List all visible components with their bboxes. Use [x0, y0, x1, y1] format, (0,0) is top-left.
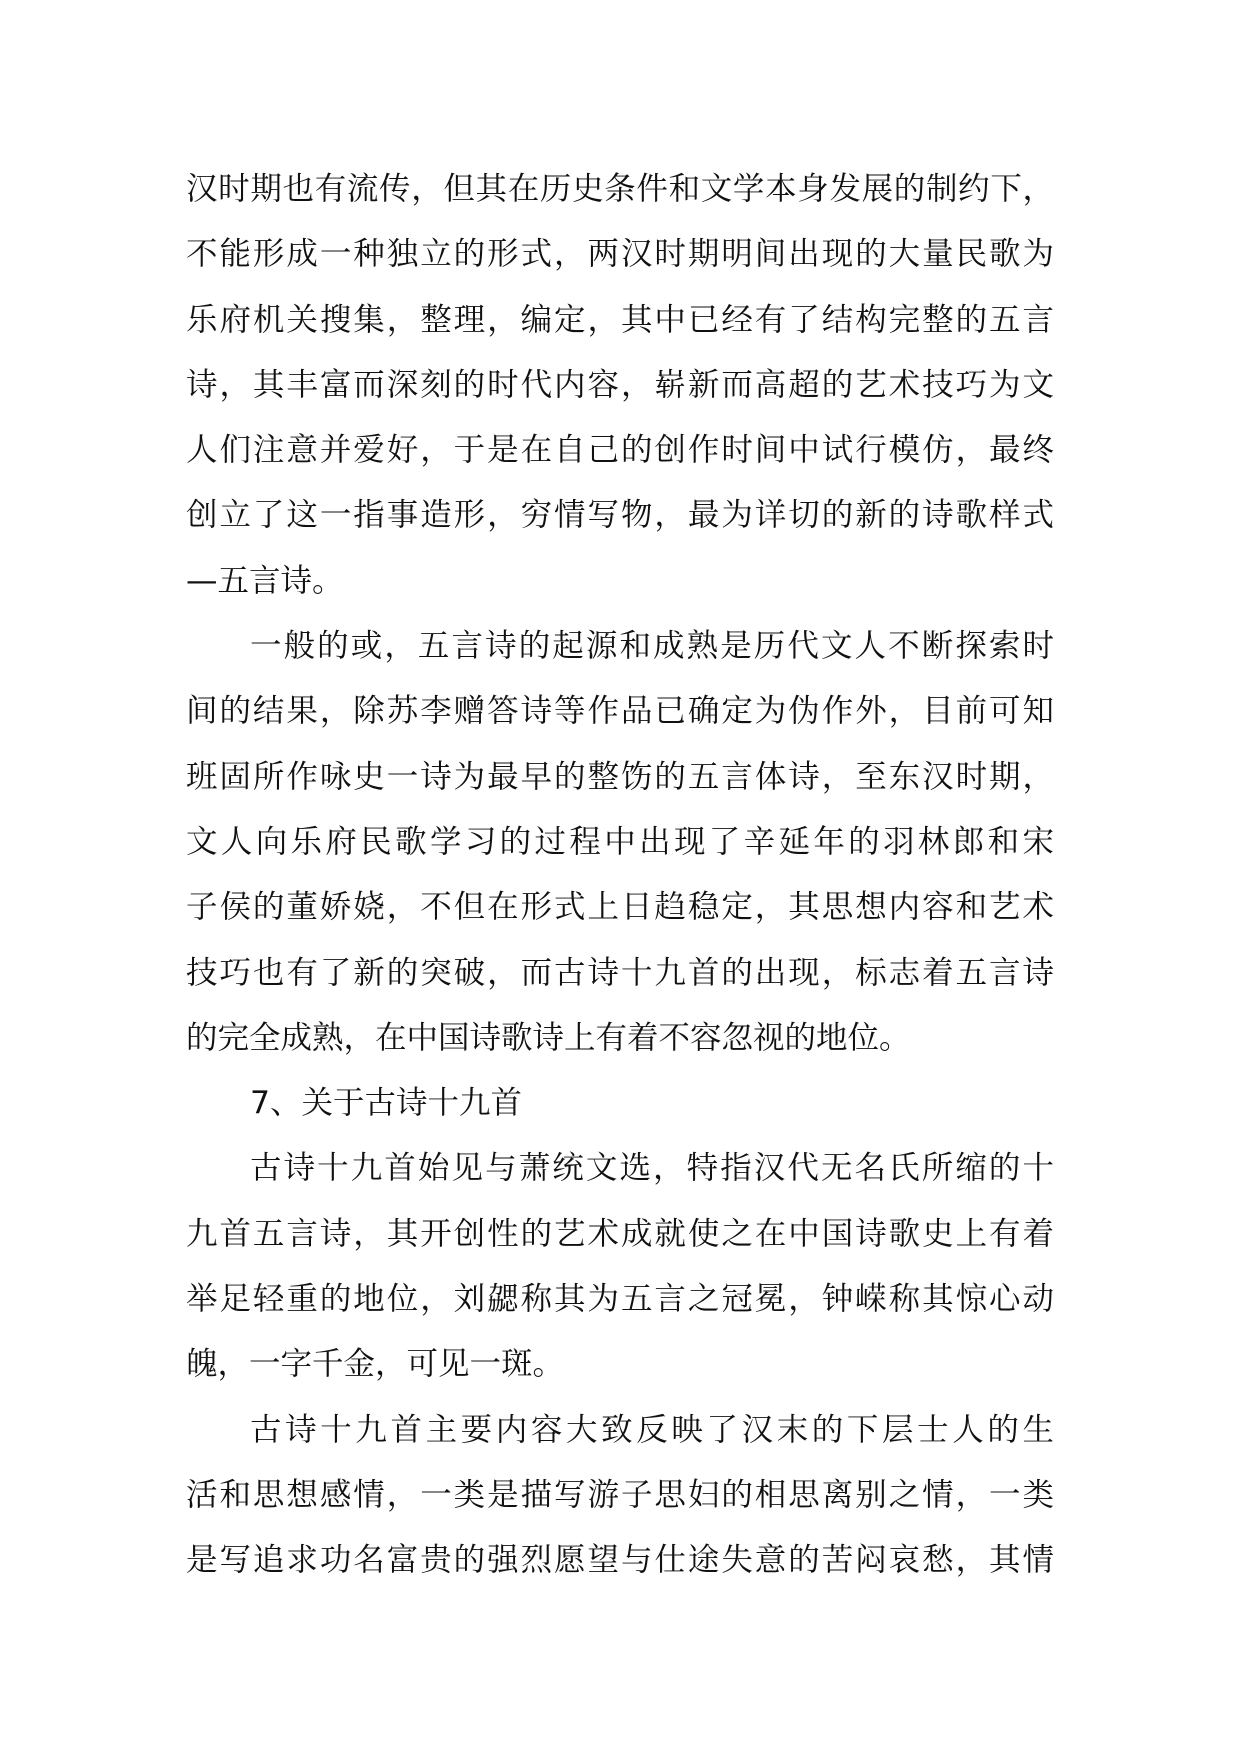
paragraph [186, 1071, 1054, 1136]
text-line: 是写追求功名富贵的强烈愿望与仕途失意的苦闷哀愁，其情 [186, 1542, 1054, 1579]
text-line: 汉时期也有流传，但其在历史条件和文学本身发展的制约下， [186, 171, 1054, 207]
text-line: —五言诗。 [186, 562, 344, 599]
text-line: 九首五言诗，其开创性的艺术成就使之在中国诗歌史上有着 [186, 1215, 1054, 1252]
text-line: 魄，一字千金，可见一斑。 [186, 1346, 565, 1383]
paragraph [186, 1136, 1054, 1397]
paragraph [186, 157, 1054, 614]
text-line: 文人向乐府民歌学习的过程中出现了辛延年的羽林郎和宋 [186, 823, 1054, 860]
text-line: 古诗十九首主要内容大致反映了汉末的下层士人的生 [250, 1411, 1054, 1448]
text-line: 诗，其丰富而深刻的时代内容，崭新而高超的艺术技巧为文 [186, 366, 1054, 403]
text-line: 技巧也有了新的突破，而古诗十九首的出现，标志着五言诗 [186, 954, 1054, 991]
text-line: 子侯的董娇娆，不但在形式上日趋稳定，其思想内容和艺术 [186, 889, 1054, 926]
text-line: 班固所作咏史一诗为最早的整饬的五言体诗，至东汉时期， [186, 758, 1054, 795]
text-line: 的完全成熟，在中国诗歌诗上有着不容忽视的地位。 [186, 1019, 911, 1056]
text-line: 不能形成一种独立的形式，两汉时期明间出现的大量民歌为 [186, 236, 1054, 273]
text-line: 活和思想感情，一类是描写游子思妇的相思离别之情，一类 [186, 1476, 1054, 1513]
paragraph [186, 614, 1054, 1071]
text-line: 乐府机关搜集，整理，编定，其中已经有了结构完整的五言 [186, 301, 1054, 338]
text-line: 7、关于古诗十九首 [250, 1085, 523, 1122]
text-line: 人们注意并爱好，于是在自己的创作时间中试行模仿，最终 [186, 432, 1054, 469]
text-line: 古诗十九首始见与萧统文选，特指汉代无名氏所缩的十 [250, 1150, 1054, 1187]
text-line: 举足轻重的地位，刘勰称其为五言之冠冕，钟嵘称其惊心动 [186, 1281, 1054, 1318]
body-text [186, 157, 1054, 1594]
text-line: 间的结果，除苏李赠答诗等作品已确定为伪作外，目前可知 [186, 693, 1054, 730]
paragraph [186, 1398, 1054, 1594]
text-line: 一般的或，五言诗的起源和成熟是历代文人不断探索时 [250, 628, 1054, 665]
text-line: 创立了这一指事造形，穷情写物，最为详切的新的诗歌样式 [186, 497, 1054, 534]
